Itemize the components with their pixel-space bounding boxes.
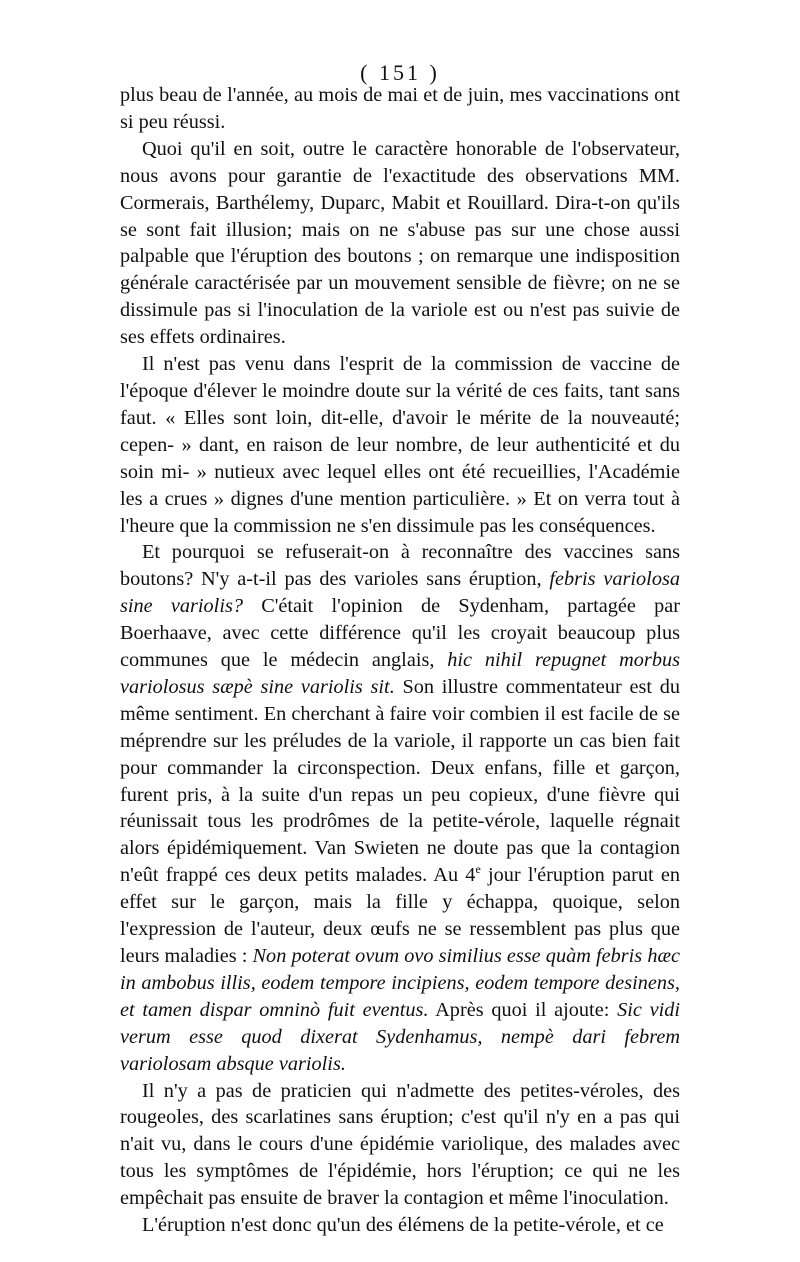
paragraph	[120, 82, 680, 136]
text-run: Il n'est pas venu dans l'esprit de la commission de vaccine de l'époque d'élever le moindre doute sur la vérité de ces faits, tant sans faut. « Elles sont loin, dit-elle, d'avoir le mérite de la nouveauté; cepen- » dant, en raison de leur nombre, de leur authenticité et du soin mi- » nutieux avec lequel elles ont été recueillies, l'Académie les a crues » dignes d'une mention particulière. » Et on verra tout à l'heure que la commission ne s'en dissimule pas les conséquences.	[120, 353, 680, 537]
paragraph	[120, 539, 680, 1077]
paragraph	[120, 351, 680, 539]
text-run: Quoi qu'il en soit, outre le caractère honorable de l'observateur, nous avons pour garantie de l'exactitude des observations MM. Cormerais, Barthélemy, Duparc, Mabit et Rouillard. Dira-t-on qu'ils se sont fait illusion; mais on ne s'abuse pas sur une chose aussi palpable que l'éruption des boutons ; on remarque une indisposition générale caractérisée par un mouvement sensible de fièvre; on ne se dissimule pas si l'inoculation de la variole est ou n'est pas suivie de ses effets ordinaires.	[120, 137, 680, 349]
body-text	[120, 82, 680, 1239]
latin-quote: febris variolosa sine variolis?	[120, 568, 680, 618]
latin-quote: hic nihil repugnet morbus variolosus sæpè sine variolis sit.	[120, 649, 680, 698]
paragraph	[120, 136, 680, 351]
paragraph	[120, 1212, 680, 1239]
latin-quote: Sic vidi verum esse quod dixerat Sydenhamus, nempè dari febrem variolosam absque variolis.	[120, 998, 681, 1075]
latin-quote: Non poterat ovum ovo similius esse quàm febris hæc in ambobus illis, eodem tempore incipiens, eodem tempore desinens, et tamen dispar omninò fuit eventus.	[120, 945, 680, 1021]
superscript: e	[475, 862, 481, 877]
text-run: Son illustre commentateur est du même sentiment. En cherchant à faire voir combien il est facile de se méprendre sur les préludes de la variole, il rapporte un cas bien fait pour commander la circonspection. Deux enfans, fille et garçon, furent pris, à la suite d'un repas un peu copieux, d'une fièvre qui réunissait tous les prodrômes de la petite-vérole, laquelle régnait alors épidémiquement. Van Swieten ne doute pas que la contagion n'eût frappé ces deux petits malades. Au 4	[120, 675, 680, 887]
text-run: Il n'y a pas de praticien qui n'admette des petites-véroles, des rougeoles, des scarlatines sans éruption; c'est qu'il n'y en a pas qui n'ait vu, dans le cours d'une épidémie variolique, des malades avec tous les symptômes de l'épidémie, hors l'éruption; ce qui ne les empêchait pas ensuite de braver la contagion et même l'inoculation.	[120, 1079, 680, 1210]
text-run: plus beau de l'année, au mois de mai et de juin, mes vaccinations ont si peu réussi.	[120, 84, 680, 133]
text-run: jour l'éruption parut en effet sur le garçon, mais la fille y échappa, quoique, selon l'expression de l'auteur, deux œufs ne se ressemblent pas plus que leurs maladies :	[120, 864, 680, 967]
text-run: C'était l'opinion de Sydenham, partagée par Boerhaave, avec cette différence qu'il les croyait beaucoup plus communes que le médecin anglais,	[120, 595, 680, 672]
paragraph	[120, 1078, 680, 1213]
text-run: L'éruption n'est donc qu'un des élémens de la petite-vérole, et ce	[142, 1214, 664, 1237]
text-run: Après quoi il ajoute:	[428, 998, 618, 1021]
text-run: Et pourquoi se refuserait-on à reconnaître des vaccines sans boutons? N'y a-t-il pas des varioles sans éruption,	[120, 541, 680, 591]
page-number: ( 151 )	[360, 60, 440, 85]
